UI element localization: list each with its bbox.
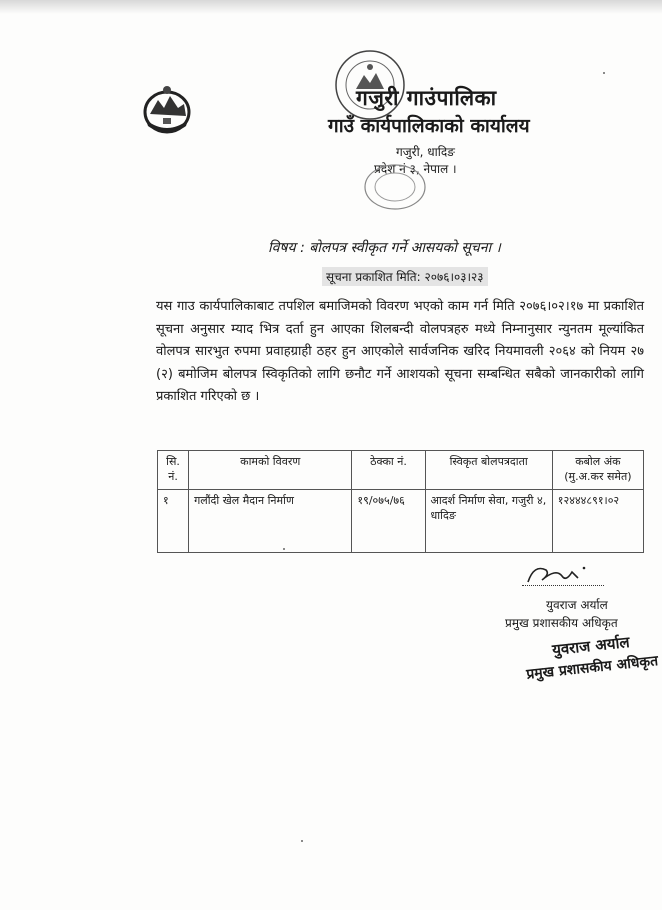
scan-edge-shadow	[0, 0, 662, 14]
signature-line	[522, 585, 604, 586]
notice-body: यस गाउ कार्यपालिकाबाट तपशिल बमाजिमको विवरण भएको काम गर्न मिति २०७६।०२।१७ मा प्रकाशित सूचना अनुसार म्याद भित्र दर्ता हुन आएका शिलबन्दी वोलपत्रहरु मध्ये निम्नानुसार न्युनतम मूल्यांकित वोलपत्र सारभुत रुपमा प्रवाहग्राही ठहर हुन आएकोले सार्वजनिक खरिद नियमावली २०६४ को नियम २७ (२) बमोजिम बोलपत्र स्विकृतिको लागि छनौट गर्ने आशयको सूचना सम्बन्धित सबैको जानकारीको लागि प्रकाशित गरिएको छ ।	[156, 299, 644, 404]
table-row	[158, 490, 644, 553]
header-amount-label: कबोल अंक	[575, 455, 621, 468]
table-header-row	[158, 451, 644, 490]
faint-seal-icon	[360, 160, 430, 215]
nepal-emblem-icon	[136, 80, 198, 140]
cell-sn: १	[158, 490, 189, 553]
stamp-name: युवराज अर्याल	[551, 632, 631, 660]
header-amount-note: (मु.अ.कर समेत)	[564, 470, 632, 483]
office-name: गाउँ कार्यपालिकाको कार्यालय	[328, 115, 530, 137]
address-line-2: प्रदेश नं ३, नेपाल ।	[374, 162, 457, 176]
header-bidder: स्विकृत बोलपत्रदाता	[425, 451, 552, 490]
cell-amount: १२४४४८९१।०२	[552, 490, 643, 553]
published-date: सूचना प्रकाशित मिति: २०७६।०३।२३	[322, 267, 488, 286]
header-sn: सि. नं.	[158, 451, 189, 490]
cell-bidder: आदर्श निर्माण सेवा, गजुरी ४, धादिङ	[425, 490, 552, 553]
header-description: कामको विवरण	[189, 451, 352, 490]
award-table	[157, 450, 644, 553]
address-line-1: गजुरी, धादिङ	[396, 145, 455, 159]
scan-speck	[283, 548, 285, 550]
cell-contract-no: १९/०७५/७६	[352, 490, 425, 553]
scan-speck	[301, 840, 303, 842]
signatory-name: युवराज अर्याल	[546, 598, 608, 612]
cell-description: गलौंदी खेल मैदान निर्माण	[189, 490, 352, 553]
signatory-title: प्रमुख प्रशासकीय अधिकृत	[505, 616, 618, 630]
header-contract-no: ठेक्का नं.	[352, 451, 425, 490]
header-amount	[552, 451, 643, 490]
scan-speck	[603, 72, 605, 74]
stamp-title: प्रमुख प्रशासकीय अधिकृत	[525, 653, 659, 683]
notice-subject: विषय : बोलपत्र स्वीकृत गर्ने आसयको सूचना ।	[268, 240, 501, 256]
org-name: गजुरी गाउंपालिका	[356, 86, 497, 110]
